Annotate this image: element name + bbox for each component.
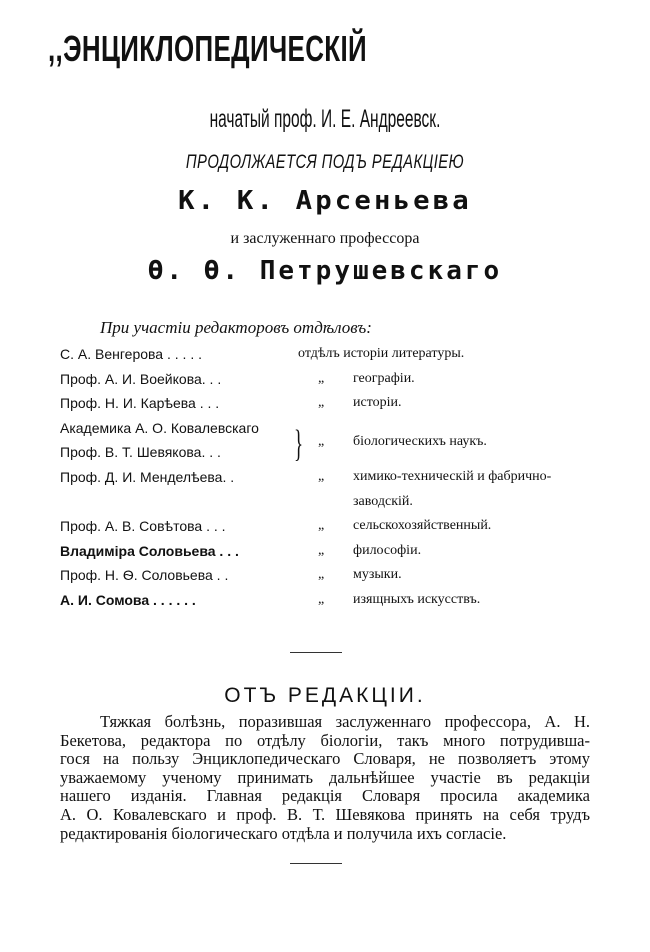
editor-name: Владиміра Соловьева . . . (60, 542, 239, 559)
department-field: музыки. (353, 567, 402, 583)
editors-list (60, 346, 620, 617)
list-item (60, 518, 620, 543)
brace-symbol: } (294, 422, 304, 465)
participation-heading: При участіи редакторовъ отдѣловъ: (100, 318, 372, 337)
editor-name-petrushevsky: Ѳ. Ѳ. Петрушевскаго (147, 256, 503, 286)
founder-line: начатый проф. И. Е. Андреевск. (209, 105, 441, 133)
editor-name: А. И. Сомова . . . . . . (60, 591, 196, 608)
list-item (60, 434, 620, 459)
list-item (60, 494, 620, 519)
ditto-mark: „ (318, 468, 325, 484)
department-field: химико-техническій и фабрично- (353, 468, 552, 484)
paragraph-line: редактированія біологическаго отдѣла и получила ихъ согласіе. (60, 823, 507, 843)
ditto-mark: „ (318, 434, 325, 450)
editor-name-arseniev: К. К. Арсеньева (178, 186, 472, 216)
list-item (60, 567, 620, 592)
continued-line: ПРОДОЛЖАЕТСЯ ПОДЪ РЕДАКЦІЕЮ (185, 152, 465, 173)
list-item (60, 346, 620, 371)
list-item (60, 543, 620, 568)
editor-name: Проф. Н. И. Карѣева . . . (60, 395, 220, 412)
department-field: географіи. (353, 370, 415, 386)
department-field: заводскій. (353, 493, 413, 509)
ditto-mark: „ (318, 542, 325, 558)
document-title: ,,ЭНЦИКЛОПЕДИЧЕСКІЙ (48, 28, 368, 69)
ditto-mark: „ (318, 395, 325, 411)
editor-name: Проф. Н. Ѳ. Соловьева . . (60, 567, 229, 584)
editor-name: Проф. А. В. Совѣтова . . . (60, 518, 226, 535)
ditto-mark: „ (318, 518, 325, 534)
department-field: изящныхъ искусствъ. (353, 591, 481, 607)
divider (290, 652, 342, 653)
ditto-mark: „ (318, 591, 325, 607)
department-field: философіи. (353, 542, 422, 558)
department-field: исторіи. (353, 395, 402, 411)
paragraph-line: Бекетова, редактора по отдѣлу біологіи, такъ много потрудивша- (60, 730, 590, 750)
department-field: біологическихъ наукъ. (353, 434, 487, 450)
and-professor-line: и заслуженнаго профессора (230, 230, 420, 247)
paragraph-line: нашего изданія. Главная редакція Словаря просила академика (60, 786, 590, 806)
paragraph-line: гося на пользу Энциклопедическаго Словаря, не позволяетъ этому (60, 749, 590, 769)
editor-name: Проф. Д. И. Менделѣева. . (60, 468, 235, 485)
paragraph-line: уважаемому ученому принимать дальнѣйшее участіе въ редакціи (60, 767, 590, 787)
list-item (60, 395, 620, 420)
editor-name: Проф. В. Т. Шевякова. . . (60, 444, 221, 461)
list-item (60, 461, 620, 486)
list-item (60, 592, 620, 617)
list-item (60, 371, 620, 396)
ditto-mark: „ (318, 370, 325, 386)
department-field: сельскохозяйственный. (353, 518, 492, 534)
editor-name: Академика А. О. Ковалевскаго (60, 419, 259, 436)
department-field: отдѣлъ исторіи литературы. (298, 346, 465, 361)
editorial-paragraph (60, 713, 590, 843)
paragraph-line: Тяжкая болѣзнь, поразившая заслуженнаго профессора, А. Н. (100, 712, 590, 731)
divider (290, 863, 342, 864)
ditto-mark: „ (318, 567, 325, 583)
editorial-heading: ОТЪ РЕДАКЦІИ. (224, 684, 426, 707)
editor-name: Проф. А. И. Воейкова. . . (60, 370, 222, 387)
paragraph-line: А. О. Ковалевскаго и проф. В. Т. Шевякова принять на себя трудъ (60, 804, 590, 824)
editor-name: С. А. Венгерова . . . . . (60, 346, 202, 362)
